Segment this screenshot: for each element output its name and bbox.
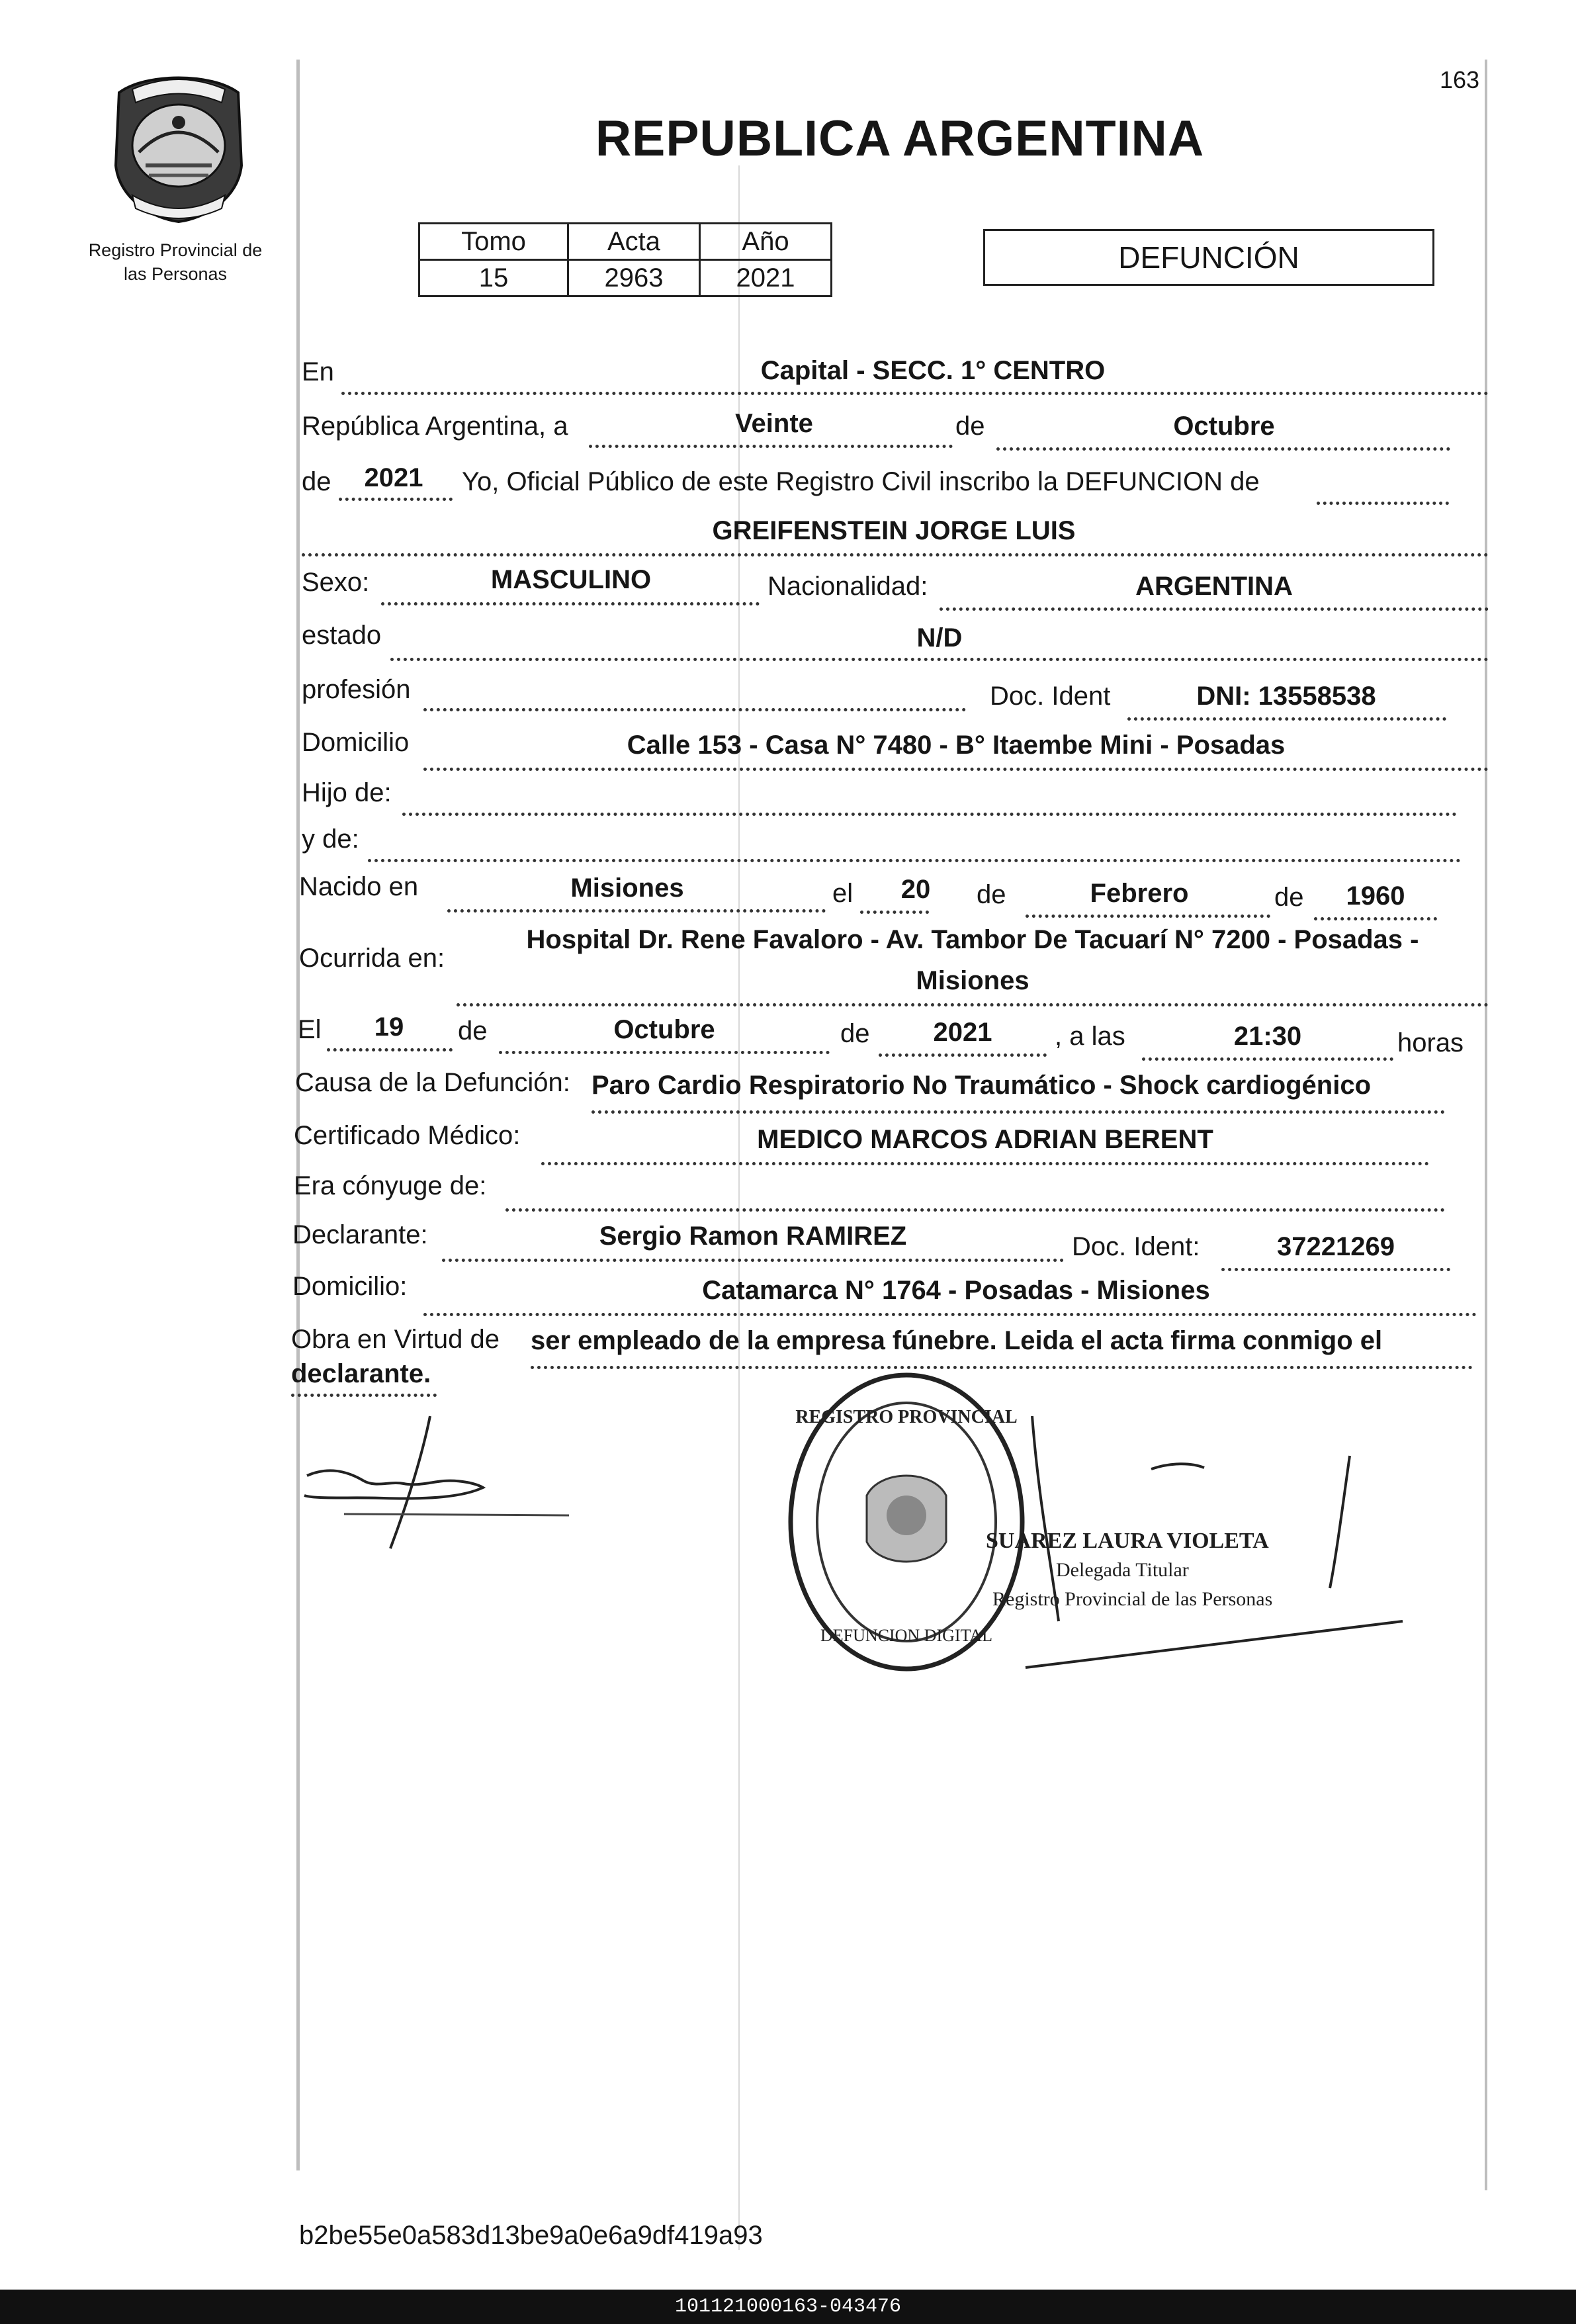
death-time-value: 21:30 (1233, 1022, 1302, 1051)
document-type-box: DEFUNCIÓN (983, 229, 1434, 286)
birth-year-value: 1960 (1346, 881, 1405, 911)
death-day-dotted-line (327, 1048, 453, 1051)
anio-value: 2021 (700, 260, 832, 296)
causa-value: Paro Cardio Respiratorio No Traumático - Shock cardiogénico (591, 1071, 1372, 1100)
republica-label: República Argentina, a (302, 412, 568, 441)
declarante-doc-dotted-line (1221, 1268, 1450, 1271)
signer-role: Delegada Titular (1056, 1559, 1189, 1581)
signer-name: SUAREZ LAURA VIOLETA (986, 1529, 1269, 1553)
certificado-label: Certificado Médico: (294, 1121, 521, 1150)
conyuge-dotted-line (505, 1208, 1445, 1212)
doc-ident-dotted-line (1127, 717, 1446, 721)
de-death-month-label: de (458, 1016, 488, 1046)
acta-value: 2963 (568, 260, 700, 296)
death-month-value: Octubre (613, 1015, 715, 1044)
official-stamp (781, 1370, 1442, 1681)
registry-table (418, 222, 832, 297)
sexo-value: MASCULINO (490, 565, 652, 594)
el-date-label: El (298, 1015, 322, 1044)
name-dotted-line (302, 553, 1489, 557)
footer-code: 101121000163-043476 (674, 2296, 902, 2318)
tomo-value: 15 (419, 260, 568, 296)
domicilio-label: Domicilio (302, 728, 410, 757)
oficial-text: Yo, Oficial Público de este Registro Civil inscribo la DEFUNCION de (462, 467, 1260, 496)
el-label: el (832, 879, 854, 908)
declarant-signature (291, 1409, 582, 1562)
month-value: Octubre (1173, 412, 1275, 441)
domicilio-dotted-line (423, 768, 1489, 771)
nacido-value: Misiones (570, 873, 684, 903)
de-birth-year-label: de (1274, 883, 1304, 912)
page-number: 163 (1440, 66, 1480, 93)
registry-value-row (419, 260, 832, 296)
year-dotted-line (339, 498, 453, 501)
registry-header-row (419, 224, 832, 260)
domicilio-declarante-label: Domicilio: (292, 1272, 408, 1301)
registry-org-name (63, 238, 288, 286)
deceased-name-value: GREIFENSTEIN JORGE LUIS (712, 516, 1076, 545)
month-dotted-line (996, 447, 1450, 451)
footer-code-bar (0, 2290, 1576, 2324)
oficial-dotted-line (1317, 502, 1449, 505)
nacionalidad-value: ARGENTINA (1135, 572, 1293, 601)
en-value: Capital - SECC. 1° CENTRO (760, 356, 1106, 385)
doc-ident-declarante-label: Doc. Ident: (1072, 1232, 1200, 1261)
estado-dotted-line (390, 658, 1489, 661)
y-de-label: y de: (302, 825, 359, 854)
death-day-value: 19 (374, 1012, 404, 1042)
nacionalidad-dotted-line (940, 607, 1489, 611)
death-year-dotted-line (879, 1053, 1047, 1057)
declarante-dotted-line (442, 1259, 1064, 1262)
anio-header: Año (700, 224, 832, 260)
certificado-value: MEDICO MARCOS ADRIAN BERENT (757, 1125, 1213, 1154)
de-year-label: de (302, 467, 331, 496)
day-dotted-line (589, 445, 953, 448)
stamp-inner-text: DEFUNCION DIGITAL (820, 1626, 993, 1645)
birth-year-dotted-line (1314, 917, 1437, 920)
declarante-doc-value: 37221269 (1277, 1232, 1395, 1261)
birth-month-value: Febrero (1090, 879, 1189, 908)
provincial-seal-logo (106, 66, 251, 225)
y-de-dotted-line (368, 859, 1461, 862)
nacionalidad-label: Nacionalidad: (767, 572, 928, 601)
obra-dotted-line-2 (291, 1394, 437, 1397)
ocurrida-dotted-line (457, 1003, 1489, 1006)
de-death-year-label: de (840, 1019, 870, 1048)
ocurrida-label: Ocurrida en: (299, 944, 445, 973)
left-margin-rule (296, 60, 300, 2170)
nacido-dotted-line (447, 909, 826, 913)
estado-value: N/D (916, 623, 963, 652)
domicilio-declarante-dotted-line (423, 1313, 1477, 1316)
org-name-line1: Registro Provincial de (88, 240, 263, 260)
document-hash: b2be55e0a583d13be9a0e6a9df419a93 (299, 2221, 763, 2250)
profesion-label: profesión (302, 675, 411, 704)
ocurrida-line2: Misiones (916, 966, 1029, 995)
horas-label: horas (1397, 1028, 1464, 1057)
declarante-label: Declarante: (292, 1220, 428, 1249)
tomo-header: Tomo (419, 224, 568, 260)
hijo-de-dotted-line (402, 813, 1457, 816)
birth-day-dotted-line (860, 911, 929, 914)
causa-label: Causa de la Defunción: (295, 1068, 570, 1097)
birth-day-value: 20 (900, 875, 931, 904)
domicilio-declarante-value: Catamarca N° 1764 - Posadas - Misiones (702, 1276, 1210, 1305)
birth-month-dotted-line (1026, 915, 1270, 918)
certificado-dotted-line (541, 1162, 1429, 1165)
profesion-dotted-line (423, 708, 966, 711)
right-margin-rule (1485, 60, 1487, 2190)
day-value: Veinte (735, 409, 813, 438)
death-month-dotted-line (499, 1051, 830, 1054)
obra-dotted-line (531, 1366, 1473, 1369)
org-name-line2: las Personas (123, 264, 228, 284)
declarante-value: Sergio Ramon RAMIREZ (599, 1222, 907, 1251)
causa-dotted-line (591, 1110, 1445, 1114)
de-birth-month-label: de (977, 880, 1006, 909)
death-time-dotted-line (1142, 1057, 1393, 1061)
nacido-label: Nacido en (299, 872, 419, 901)
conyuge-label: Era cónyuge de: (294, 1171, 487, 1200)
sexo-dotted-line (381, 602, 760, 605)
obra-value-line2: declarante. (291, 1359, 431, 1388)
obra-label: Obra en Virtud de (291, 1325, 500, 1354)
doc-ident-value: DNI: 13558538 (1196, 682, 1376, 711)
doc-ident-label: Doc. Ident (990, 682, 1111, 711)
en-label: En (302, 357, 334, 386)
page-title: REPUBLICA ARGENTINA (595, 111, 1205, 167)
estado-label: estado (302, 621, 382, 650)
domicilio-value: Calle 153 - Casa N° 7480 - B° Itaembe Mini - Posadas (627, 731, 1286, 760)
en-dotted-line (341, 392, 1489, 395)
hijo-de-label: Hijo de: (302, 778, 392, 807)
signer-org: Registro Provincial de las Personas (992, 1588, 1273, 1610)
year-value: 2021 (364, 463, 423, 492)
acta-header: Acta (568, 224, 700, 260)
sexo-label: Sexo: (302, 568, 370, 597)
de-label: de (955, 412, 985, 441)
a-las-label: , a las (1055, 1022, 1125, 1051)
death-year-value: 2021 (933, 1018, 992, 1047)
obra-value-line1: ser empleado de la empresa fúnebre. Leida el acta firma conmigo el (531, 1326, 1383, 1355)
stamp-ring-text: REGISTRO PROVINCIAL (795, 1407, 1018, 1427)
ocurrida-line1: Hospital Dr. Rene Favaloro - Av. Tambor De Tacuarí N° 7200 - Posadas - (526, 925, 1419, 954)
